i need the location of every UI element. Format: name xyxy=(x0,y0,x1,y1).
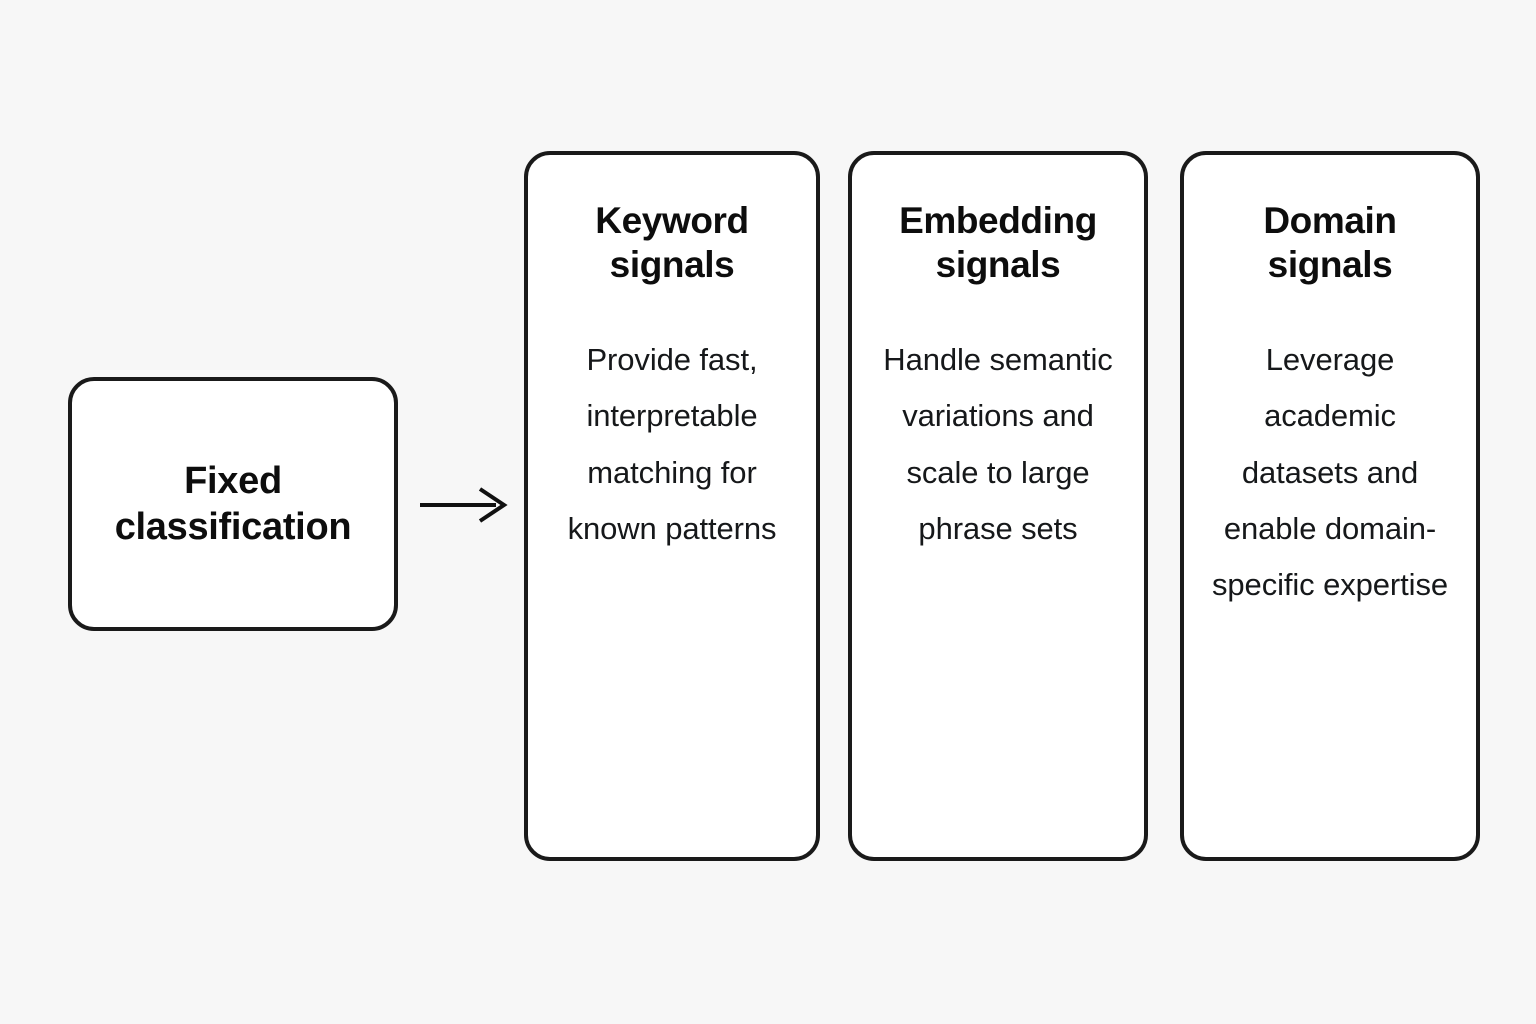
node-fixed-classification[interactable] xyxy=(68,377,398,631)
card-embedding-signals-body: Handle semantic variations and scale to large phrase sets xyxy=(883,341,1113,546)
card-title-line-2: signals xyxy=(935,244,1061,286)
card-embedding-signals[interactable] xyxy=(848,151,1148,861)
card-title-line-1: Embedding xyxy=(899,200,1097,241)
card-keyword-signals[interactable] xyxy=(524,151,820,861)
card-domain-signals-body: Leverage academic datasets and enable domain-specific expertise xyxy=(1212,341,1448,603)
card-title-line-1: Domain xyxy=(1263,200,1397,241)
card-keyword-signals-body: Provide fast, interpretable matching for known patterns xyxy=(567,341,777,546)
card-domain-signals-title xyxy=(1263,199,1396,288)
node-label-line-1: Fixed xyxy=(184,459,282,502)
card-embedding-signals-title xyxy=(899,199,1097,288)
card-keyword-signals-title xyxy=(595,199,748,288)
card-title-line-2: signals xyxy=(1267,244,1393,286)
card-title-line-1: Keyword xyxy=(595,200,749,241)
card-title-line-2: signals xyxy=(609,244,735,286)
arrow-connector xyxy=(418,481,518,529)
node-fixed-classification-label xyxy=(115,458,352,551)
node-label-line-2: classification xyxy=(114,506,352,548)
card-domain-signals[interactable] xyxy=(1180,151,1480,861)
